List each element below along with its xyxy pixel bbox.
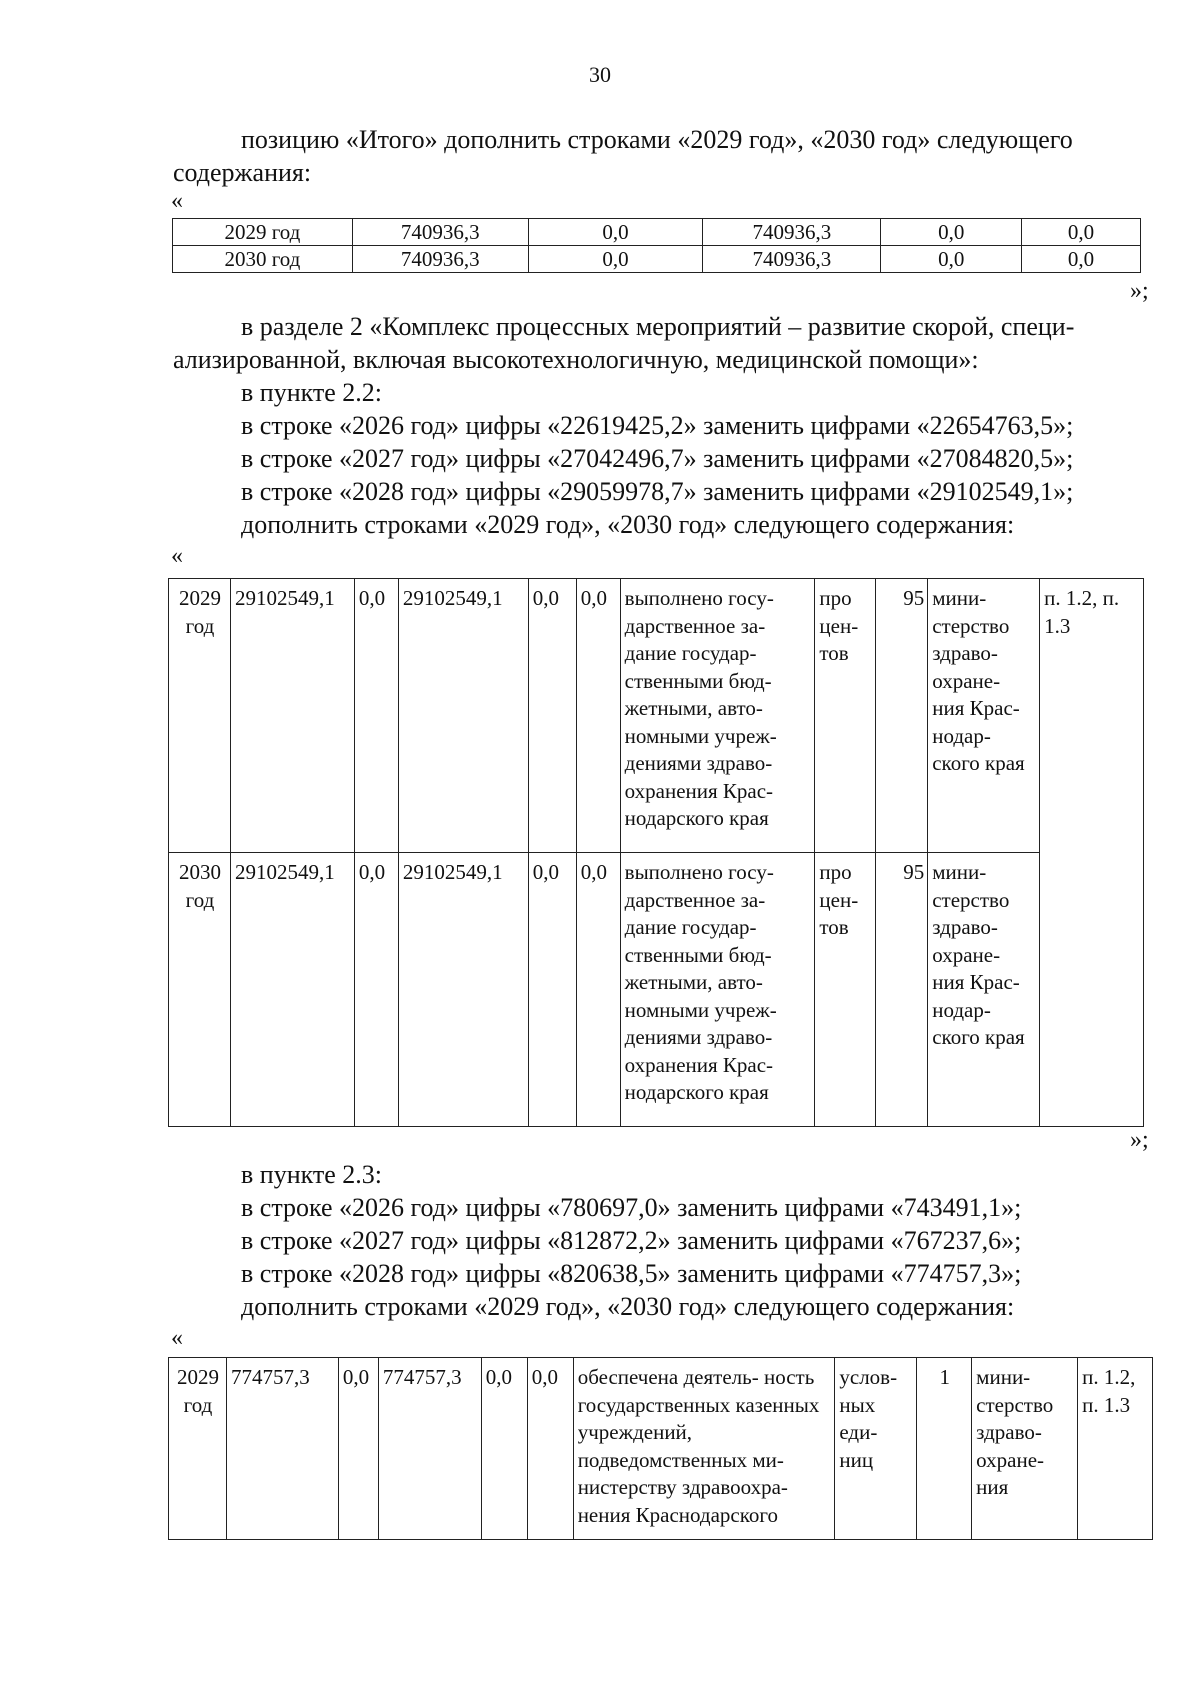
cell-target: 1 bbox=[917, 1358, 972, 1540]
cell-reference bbox=[1040, 853, 1144, 1127]
section2-point: в пункте 2.2: bbox=[241, 378, 383, 407]
cell-total: 29102549,1 bbox=[230, 853, 354, 1127]
cell-unit: про цен- тов bbox=[815, 853, 876, 1127]
cell-value: 0,0 bbox=[528, 219, 703, 246]
cell-total: 774757,3 bbox=[226, 1358, 338, 1540]
cell-executor: мини- стерство здраво- охране- ния Крас- нодар- ского края bbox=[928, 579, 1040, 853]
table-row bbox=[169, 1358, 1153, 1540]
section3-replace-2026: в строке «2026 год» цифры «780697,0» заменить цифрами «743491,1»; bbox=[241, 1193, 1022, 1222]
cell-target: 95 bbox=[876, 853, 928, 1127]
section3-point: в пункте 2.3: bbox=[241, 1160, 383, 1189]
close-quote-2: »; bbox=[1130, 1127, 1149, 1153]
cell-year: 2030 год bbox=[173, 246, 353, 273]
cell-reference: п. 1.2, п. 1.3 bbox=[1078, 1358, 1153, 1540]
cell-result: обеспечена деятель- ность государственных казенных учреждений, подведомственных ми- нистерству здравоохра- нения Краснодарского bbox=[573, 1358, 835, 1540]
section3-replace-2028: в строке «2028 год» цифры «820638,5» заменить цифрами «774757,3»; bbox=[241, 1259, 1022, 1288]
cell-reference: п. 1.2, п. 1.3 bbox=[1040, 579, 1144, 853]
cell-value: 0,0 bbox=[354, 853, 398, 1127]
open-quote-2: « bbox=[171, 543, 183, 569]
table-totals bbox=[172, 218, 1141, 273]
section2-replace-2026: в строке «2026 год» цифры «22619425,2» заменить цифрами «22654763,5»; bbox=[241, 411, 1074, 440]
section3-add: дополнить строками «2029 год», «2030 год» следующего содержания: bbox=[241, 1292, 1015, 1321]
cell-year: 2030 год bbox=[169, 853, 231, 1127]
close-quote-1: »; bbox=[1130, 278, 1149, 304]
cell-value: 0,0 bbox=[576, 853, 620, 1127]
cell-value: 0,0 bbox=[354, 579, 398, 853]
cell-value: 0,0 bbox=[481, 1358, 527, 1540]
section2-line-2: ализированной, включая высокотехнологичную, медицинской помощи»: bbox=[173, 345, 979, 374]
cell-value: 29102549,1 bbox=[398, 579, 528, 853]
cell-year: 2029 год bbox=[169, 579, 231, 853]
cell-unit: про цен- тов bbox=[815, 579, 876, 853]
cell-result: выполнено госу- дарственное за- дание государ- ственными бюд- жетными, авто- номными учреж- дениями здраво- охранения Крас- нодарского края bbox=[620, 853, 815, 1127]
cell-value: 0,0 bbox=[881, 246, 1022, 273]
section3-replace-2027: в строке «2027 год» цифры «812872,2» заменить цифрами «767237,6»; bbox=[241, 1226, 1022, 1255]
cell-value: 0,0 bbox=[881, 219, 1022, 246]
cell-year: 2029 год bbox=[173, 219, 353, 246]
cell-value: 0,0 bbox=[338, 1358, 378, 1540]
cell-value: 0,0 bbox=[1022, 219, 1141, 246]
cell-value: 740936,3 bbox=[703, 219, 881, 246]
cell-unit: услов- ных еди- ниц bbox=[835, 1358, 917, 1540]
open-quote-1: « bbox=[171, 188, 183, 214]
cell-executor: мини- стерство здраво- охране- ния Крас- нодар- ского края bbox=[928, 853, 1040, 1127]
cell-value: 0,0 bbox=[528, 579, 576, 853]
table-row bbox=[169, 853, 1144, 1127]
cell-value: 740936,3 bbox=[352, 246, 528, 273]
cell-value: 740936,3 bbox=[352, 219, 528, 246]
cell-total: 29102549,1 bbox=[230, 579, 354, 853]
cell-value: 0,0 bbox=[576, 579, 620, 853]
cell-value: 0,0 bbox=[1022, 246, 1141, 273]
table-row bbox=[169, 579, 1144, 853]
cell-value: 0,0 bbox=[528, 246, 703, 273]
section2-line-1: в разделе 2 «Комплекс процессных мероприятий – развитие скорой, специ- bbox=[241, 312, 1075, 341]
intro-line-1: позицию «Итого» дополнить строками «2029 год», «2030 год» следующего bbox=[241, 125, 1073, 154]
intro-line-2: содержания: bbox=[173, 158, 312, 187]
page-number: 30 bbox=[589, 62, 611, 87]
cell-value: 29102549,1 bbox=[398, 853, 528, 1127]
table-row bbox=[173, 246, 1141, 273]
section2-replace-2027: в строке «2027 год» цифры «27042496,7» заменить цифрами «27084820,5»; bbox=[241, 444, 1074, 473]
table-row bbox=[173, 219, 1141, 246]
open-quote-3: « bbox=[171, 1325, 183, 1351]
cell-value: 740936,3 bbox=[703, 246, 881, 273]
cell-value: 0,0 bbox=[528, 853, 576, 1127]
cell-value: 0,0 bbox=[527, 1358, 573, 1540]
table-point-2-2 bbox=[168, 578, 1144, 1127]
cell-executor: мини- стерство здраво- охране- ния bbox=[972, 1358, 1078, 1540]
section2-add: дополнить строками «2029 год», «2030 год» следующего содержания: bbox=[241, 510, 1015, 539]
cell-result: выполнено госу- дарственное за- дание государ- ственными бюд- жетными, авто- номными учреж- дениями здраво- охранения Крас- нодарского края bbox=[620, 579, 815, 853]
table-point-2-3 bbox=[168, 1357, 1153, 1540]
section2-replace-2028: в строке «2028 год» цифры «29059978,7» заменить цифрами «29102549,1»; bbox=[241, 477, 1074, 506]
cell-year: 2029 год bbox=[169, 1358, 227, 1540]
cell-target: 95 bbox=[876, 579, 928, 853]
cell-value: 774757,3 bbox=[378, 1358, 481, 1540]
